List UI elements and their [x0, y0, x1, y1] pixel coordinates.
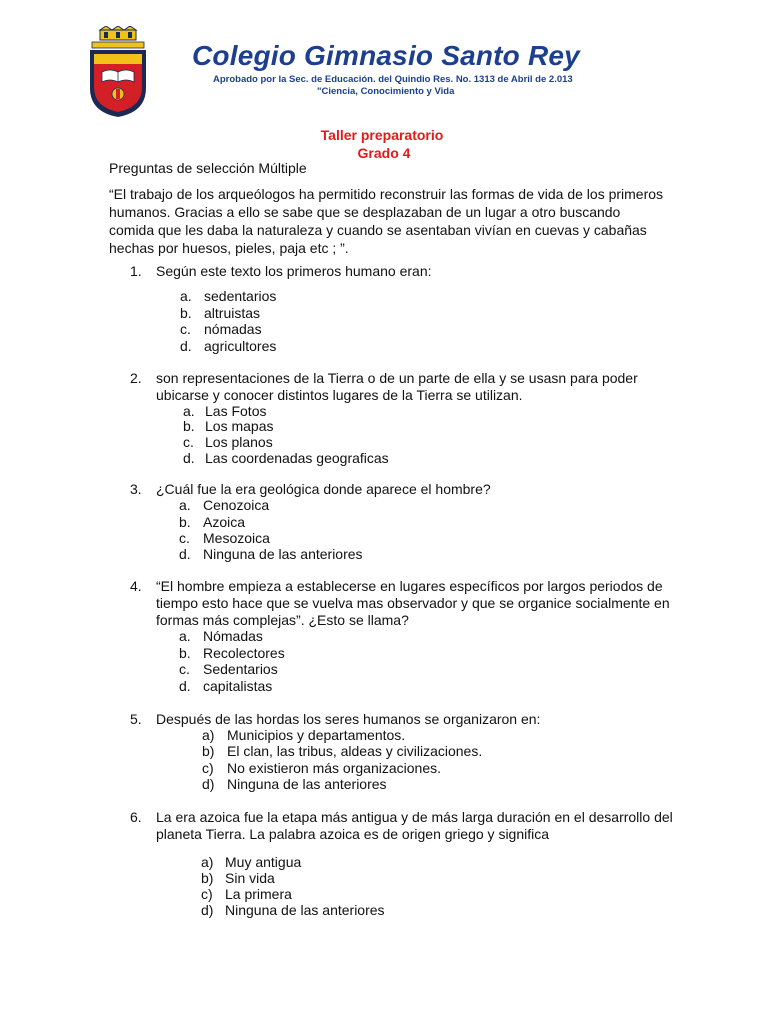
answer-option — [179, 645, 285, 661]
option-text: Mesozoica — [203, 530, 270, 546]
answer-option — [179, 514, 245, 530]
option-letter: d) — [201, 902, 214, 918]
answer-option — [183, 403, 266, 419]
option-letter: c. — [180, 321, 191, 337]
answer-option — [180, 321, 262, 337]
option-letter: a. — [183, 403, 195, 419]
option-letter: d. — [179, 546, 191, 562]
option-letter: a) — [201, 854, 214, 870]
option-letter: c. — [183, 434, 194, 450]
section-subtitle: Preguntas de selección Múltiple — [109, 160, 307, 176]
option-text: agricultores — [204, 338, 277, 354]
answer-option — [179, 628, 263, 644]
option-text: Municipios y departamentos. — [227, 727, 406, 743]
answer-option — [202, 743, 482, 759]
grade-title: Grado 4 — [357, 145, 411, 161]
option-letter: b. — [183, 418, 195, 434]
question-text: “El hombre empieza a establecerse en lugares específicos por largos periodos de tiempo esto hace que se vuelva mas observador y que se organice socialmente en formas más complejas”. ¿Esto se llama? — [156, 578, 670, 628]
approval-text: Aprobado por la Sec. de Educación. del Quindio Res. No. 1313 de Abril de 2.013 — [213, 74, 573, 85]
option-letter: b) — [201, 870, 214, 886]
option-letter: d. — [180, 338, 192, 354]
option-text: Muy antigua — [225, 854, 302, 870]
option-letter: d. — [179, 678, 191, 694]
question-number: 4. — [130, 578, 142, 594]
option-text: Recolectores — [203, 645, 285, 661]
question-number: 5. — [130, 711, 142, 727]
option-letter: b. — [180, 305, 192, 321]
option-text: Nómadas — [203, 628, 263, 644]
question-number: 1. — [130, 263, 142, 279]
option-text: altruistas — [204, 305, 261, 321]
answer-option — [179, 678, 272, 694]
option-text: Las coordenadas geograficas — [205, 450, 389, 466]
option-letter: a. — [179, 628, 191, 644]
option-text: El clan, las tribus, aldeas y civilizaciones. — [227, 743, 483, 759]
option-text: La primera — [225, 886, 292, 902]
option-text: Las Fotos — [205, 403, 267, 419]
option-text: Los mapas — [205, 418, 274, 434]
option-letter: a) — [202, 727, 215, 743]
intro-paragraph: “El trabajo de los arqueólogos ha permitido reconstruir las formas de vida de los primeros humanos. Gracias a ello se sabe que se desplazaban de un lugar a otro buscando comida que les daba la naturaleza y cuando se asentaban vivían en cuevas y cabañas hechas por huesos, pieles, paja etc ; ”. — [109, 186, 664, 256]
question-text: son representaciones de la Tierra o de un parte de ella y se usasn para poder ubicarse y conocer distintos lugares de la Tierra se utilizan. — [156, 370, 638, 403]
option-letter: c. — [179, 530, 190, 546]
option-letter: b. — [179, 645, 191, 661]
answer-option — [179, 546, 363, 562]
school-motto: "Ciencia, Conocimiento y Vida — [317, 86, 455, 97]
question-number: 2. — [130, 370, 142, 386]
option-text: Ninguna de las anteriores — [225, 902, 385, 918]
option-text: Los planos — [205, 434, 273, 450]
school-crest-icon — [86, 26, 150, 118]
option-text: Azoica — [203, 514, 246, 530]
question-text: Según este texto los primeros humano eran: — [156, 263, 432, 279]
option-letter: c) — [201, 886, 213, 902]
workshop-title: Taller preparatorio — [320, 127, 444, 143]
answer-option — [183, 450, 389, 466]
option-text: capitalistas — [203, 678, 273, 694]
answer-option — [180, 338, 276, 354]
option-text: nómadas — [204, 321, 262, 337]
option-letter: a. — [180, 288, 192, 304]
answer-option — [180, 305, 260, 321]
answer-option — [183, 418, 273, 434]
answer-option — [201, 886, 292, 902]
answer-option — [202, 760, 441, 776]
option-text: No existieron más organizaciones. — [227, 760, 441, 776]
answer-option — [201, 854, 301, 870]
answer-option — [180, 288, 276, 304]
answer-option — [179, 497, 269, 513]
option-text: sedentarios — [204, 288, 277, 304]
school-name: Colegio Gimnasio Santo Rey — [192, 40, 580, 71]
option-letter: b) — [202, 743, 215, 759]
answer-option — [179, 661, 278, 677]
answer-option — [183, 434, 273, 450]
question-text: La era azoica fue la etapa más antigua y de más larga duración en el desarrollo del planeta Tierra. La palabra azoica es de origen griego y significa — [156, 809, 673, 842]
option-letter: d. — [183, 450, 195, 466]
answer-option — [202, 727, 405, 743]
option-text: Sin vida — [225, 870, 275, 886]
option-text: Ninguna de las anteriores — [203, 546, 363, 562]
answer-option — [201, 902, 385, 918]
option-text: Sedentarios — [203, 661, 278, 677]
option-letter: c) — [202, 760, 214, 776]
option-letter: b. — [179, 514, 191, 530]
answer-option — [179, 530, 270, 546]
question-text: Después de las hordas los seres humanos se organizaron en: — [156, 711, 541, 727]
option-letter: d) — [202, 776, 215, 792]
question-number: 3. — [130, 481, 142, 497]
option-letter: a. — [179, 497, 191, 513]
answer-option — [202, 776, 387, 792]
question-text: ¿Cuál fue la era geológica donde aparece el hombre? — [156, 481, 491, 497]
option-letter: c. — [179, 661, 190, 677]
option-text: Cenozoica — [203, 497, 270, 513]
option-text: Ninguna de las anteriores — [227, 776, 387, 792]
question-number: 6. — [130, 809, 142, 825]
answer-option — [201, 870, 275, 886]
